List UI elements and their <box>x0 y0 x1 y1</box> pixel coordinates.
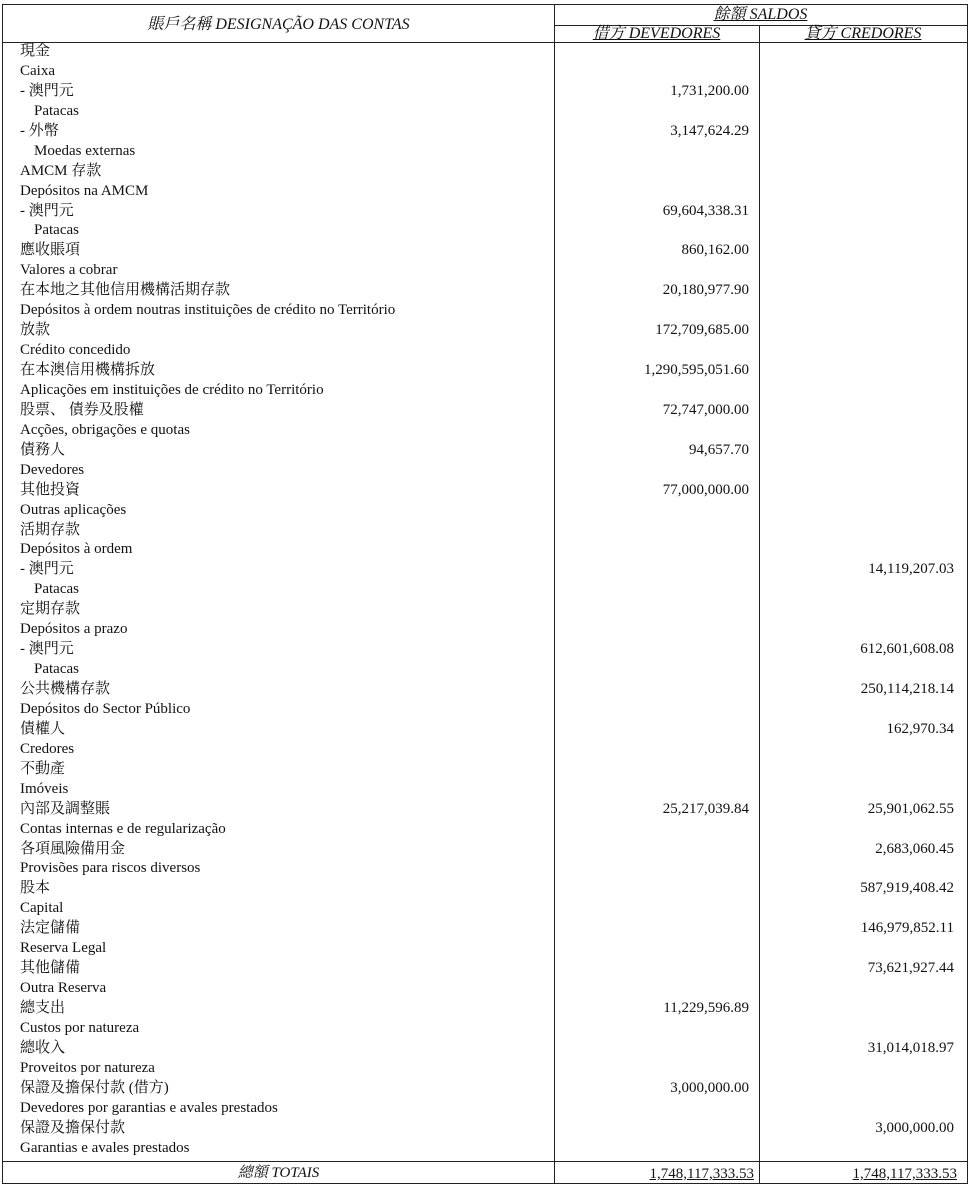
table-row <box>20 341 960 361</box>
table-row <box>20 800 960 820</box>
table-row <box>20 999 960 1019</box>
account-name: Moedas externas <box>34 142 136 159</box>
totals-credit: 1,748,117,333.53 <box>852 1166 957 1182</box>
account-name: Devedores por garantias e avales prestados <box>20 1099 278 1116</box>
account-name: 在本地之其他信用機構活期存款 <box>20 282 231 299</box>
account-name: Custos por natureza <box>20 1019 140 1036</box>
credit-amount: 31,014,018.97 <box>867 1039 954 1056</box>
table-row <box>20 580 960 600</box>
table-row <box>20 780 960 800</box>
table-row <box>20 700 960 720</box>
credit-amount: 612,601,608.08 <box>860 641 954 658</box>
table-row <box>20 202 960 222</box>
table-row <box>20 461 960 481</box>
debit-amount: 94,657.70 <box>689 441 749 458</box>
debit-amount: 11,229,596.89 <box>663 1000 749 1016</box>
table-row <box>20 62 960 82</box>
account-name: Aplicações em instituições de crédito no Território <box>20 381 324 398</box>
account-name: 公共機構存款 <box>20 681 111 697</box>
table-row <box>20 82 960 102</box>
table-row <box>20 740 960 760</box>
credit-amount: 3,000,000.00 <box>875 1119 954 1136</box>
account-name: 其他投資 <box>20 481 81 498</box>
table-row <box>20 1119 960 1139</box>
table-row <box>20 540 960 560</box>
table-row <box>20 481 960 501</box>
account-name: 法定儲備 <box>20 920 81 937</box>
table-row <box>20 959 960 979</box>
account-name: Depósitos à ordem <box>20 541 133 558</box>
debit-amount: 1,290,595,051.60 <box>644 362 749 378</box>
account-name: Reserva Legal <box>20 940 107 957</box>
table-row <box>20 820 960 840</box>
account-name: - 澳門元 <box>20 641 74 658</box>
table-row <box>20 840 960 860</box>
table-row <box>20 760 960 780</box>
table-row <box>20 1059 960 1079</box>
table-row <box>20 1079 960 1099</box>
table-row <box>20 859 960 879</box>
table-row <box>20 1099 960 1119</box>
credit-amount: 162,970.34 <box>886 720 954 737</box>
table-row <box>20 640 960 660</box>
account-name: 債權人 <box>20 720 66 737</box>
table-row <box>20 381 960 401</box>
account-name: Contas internas e de regularização <box>20 820 226 837</box>
debit-amount: 3,000,000.00 <box>670 1079 749 1096</box>
account-name: Patacas <box>34 222 79 239</box>
totals-debit: 1,748,117,333.53 <box>649 1166 754 1182</box>
credit-amount: 587,919,408.42 <box>860 880 954 897</box>
debit-amount: 3,147,624.29 <box>670 122 749 139</box>
credit-amount: 2,683,060.45 <box>875 840 954 857</box>
account-column-header: 賬戶名稱 DESIGNAÇÃO DAS CONTAS <box>147 16 410 33</box>
credit-amount: 146,979,852.11 <box>860 920 954 937</box>
table-row <box>20 182 960 202</box>
credit-amount: 73,621,927.44 <box>867 960 954 977</box>
debit-amount: 20,180,977.90 <box>662 282 749 299</box>
totals-label: 總額 TOTAIS <box>237 1165 320 1181</box>
account-name: Outra Reserva <box>20 980 107 997</box>
debit-amount: 1,731,200.00 <box>670 82 749 99</box>
account-name: - 澳門元 <box>20 82 74 99</box>
account-name: Crédito concedido <box>20 342 131 359</box>
account-name: - 澳門元 <box>20 561 74 578</box>
account-name: 定期存款 <box>20 601 81 618</box>
table-row <box>20 939 960 959</box>
table-row <box>20 301 960 321</box>
table-row <box>20 620 960 640</box>
table-row <box>20 122 960 142</box>
table-row <box>20 1039 960 1059</box>
account-name: Outras aplicações <box>20 501 127 518</box>
table-row <box>20 919 960 939</box>
account-name: 應收賬項 <box>20 242 81 259</box>
totals-rule <box>3 1161 967 1162</box>
account-name: Acções, obrigações e quotas <box>20 421 190 438</box>
debit-amount: 860,162.00 <box>681 242 749 259</box>
account-name: 各項風險備用金 <box>20 840 126 857</box>
account-name: - 外幣 <box>20 122 59 139</box>
table-row <box>20 42 960 62</box>
table-row <box>20 261 960 281</box>
account-name: 其他儲備 <box>20 960 81 977</box>
balances-column-header: 餘額 SALDOS <box>713 6 808 23</box>
account-name: 總支出 <box>20 1000 66 1016</box>
account-name: Patacas <box>34 581 79 598</box>
table-row <box>20 521 960 541</box>
account-name: 內部及調整賬 <box>20 800 111 817</box>
table-row <box>20 102 960 122</box>
account-name: 保證及擔保付款 (借方) <box>20 1079 169 1096</box>
account-name: 活期存款 <box>20 521 81 538</box>
account-name: Valores a cobrar <box>20 262 118 279</box>
account-name: Credores <box>20 740 75 757</box>
account-name: Caixa <box>20 62 55 79</box>
table-row <box>20 142 960 162</box>
debit-amount: 72,747,000.00 <box>662 401 749 418</box>
account-name: AMCM 存款 <box>20 162 102 179</box>
account-name: Depósitos do Sector Público <box>20 700 191 717</box>
debit-column-header: 借方 DEVEDORES <box>592 25 721 42</box>
account-name: Patacas <box>34 661 79 678</box>
table-row <box>20 560 960 580</box>
table-row <box>20 979 960 999</box>
table-row <box>20 600 960 620</box>
account-name: Provisões para riscos diversos <box>20 860 201 877</box>
account-name: 保證及擔保付款 <box>20 1119 126 1136</box>
account-name: - 澳門元 <box>20 202 74 219</box>
debit-amount: 25,217,039.84 <box>662 800 749 817</box>
table-row <box>20 241 960 261</box>
table-row <box>20 660 960 680</box>
account-name: 在本澳信用機構拆放 <box>20 362 156 378</box>
table-row <box>20 501 960 521</box>
table-row <box>20 401 960 421</box>
credit-column-header: 貸方 CREDORES <box>804 25 922 42</box>
table-row <box>20 879 960 899</box>
account-name: 股票、 債券及股權 <box>20 401 144 418</box>
table-row <box>20 1139 960 1159</box>
table-row <box>20 361 960 381</box>
account-name: Patacas <box>34 102 79 119</box>
account-name: Devedores <box>20 461 85 478</box>
table-row <box>20 899 960 919</box>
account-name: Proveitos por natureza <box>20 1059 155 1076</box>
debit-amount: 172,709,685.00 <box>655 322 749 339</box>
debit-amount: 69,604,338.31 <box>662 202 749 219</box>
table-row <box>20 281 960 301</box>
account-rows <box>20 42 960 1159</box>
table-row <box>20 680 960 700</box>
table-row <box>20 421 960 441</box>
account-name: Depósitos na AMCM <box>20 182 149 199</box>
account-name: Depósitos à ordem noutras instituições de crédito no Território <box>20 302 396 319</box>
table-row <box>20 221 960 241</box>
table-row <box>20 162 960 182</box>
table-row <box>20 720 960 740</box>
table-row <box>20 321 960 341</box>
account-name: 股本 <box>20 880 51 897</box>
credit-amount: 250,114,218.14 <box>860 681 954 697</box>
account-name: 總收入 <box>20 1039 66 1056</box>
account-name: Capital <box>20 900 64 917</box>
table-row <box>20 1019 960 1039</box>
account-name: Depósitos a prazo <box>20 621 128 638</box>
account-name: 放款 <box>20 322 51 339</box>
account-name: Garantias e avales prestados <box>20 1139 190 1156</box>
account-name: 不動產 <box>20 760 66 777</box>
credit-amount: 14,119,207.03 <box>868 561 954 578</box>
account-name: Imóveis <box>20 780 69 797</box>
account-name: 債務人 <box>20 441 66 458</box>
table-row <box>20 441 960 461</box>
credit-amount: 25,901,062.55 <box>867 800 954 817</box>
account-name: 現金 <box>20 43 51 59</box>
debit-amount: 77,000,000.00 <box>662 481 749 498</box>
